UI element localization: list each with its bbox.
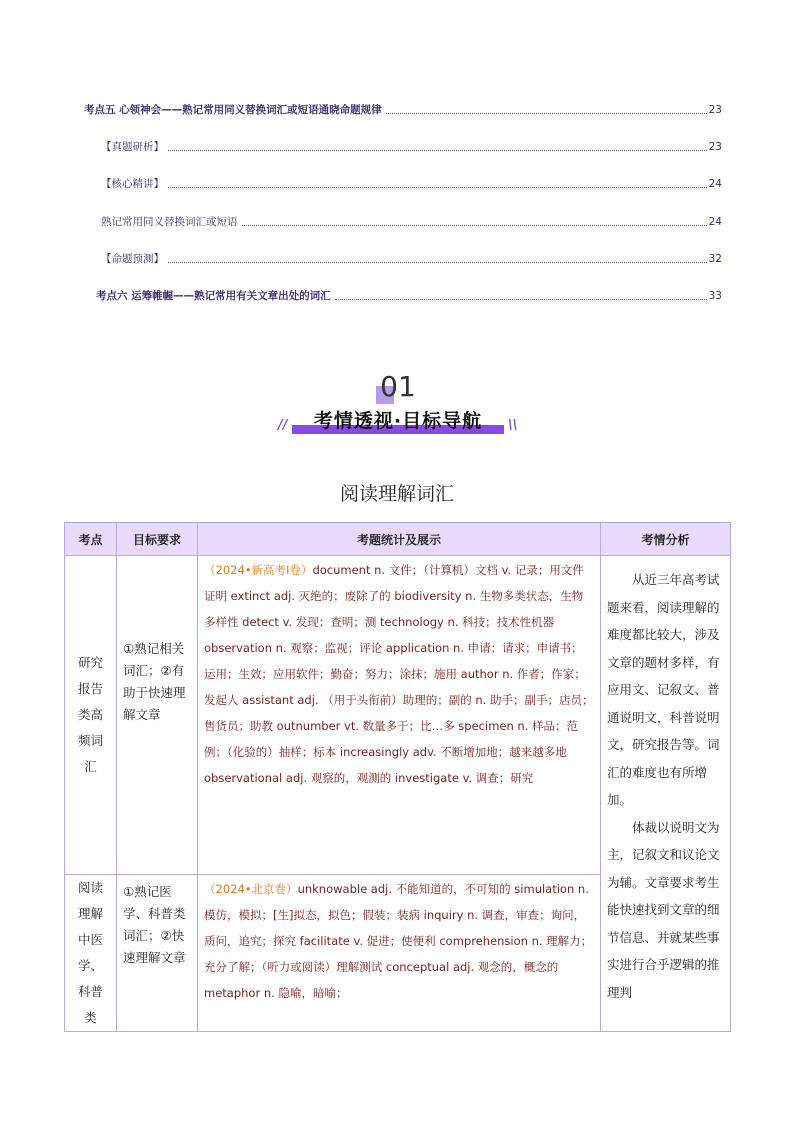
toc-leader-dots	[168, 150, 707, 151]
vocabulary-table	[64, 522, 731, 1032]
decor-slash-right: \\	[508, 418, 518, 433]
section-number: 01	[380, 370, 416, 403]
toc-entry-title: 考点六 运筹帷幄——熟记常用有关文章出处的词汇	[96, 290, 331, 302]
vocab-list: unknowable adj. 不能知道的，不可知的 simulation n. 模仿，模拟；[生]拟态，拟色；假装；装病 inquiry n. 调查，审查；询问，质问，追究；探究 facilitate v. 促进；使便利 comprehension n. 理解力；充分了解；（听力或阅读）理解测试 conceptual adj. 观念的，概念的 metaphor n. 隐喻，暗喻；	[204, 882, 593, 1000]
toc-leader-dots	[168, 187, 707, 188]
toc-leader-dots	[386, 113, 707, 114]
header-topic: 考点	[65, 523, 117, 556]
toc-entry-title: 熟记常用同义替换词汇或短语	[101, 216, 238, 228]
toc-leader-dots	[242, 225, 707, 226]
vocab-list: document n. 文件；（计算机）文档 v. 记录；用文件证明 extinct adj. 灭绝的；废除了的 biodiversity n. 生物多类状态，生物多样性 detect v. 发现；查明；测 technology n. 科技；技术性机器 observation n. 观察；监视；评论 application n. 申请；请求；申请书；运用；生效；应用软件；勤奋；努力；涂抹；施用 author n. 作者；作家；发起人 assistant adj. （用于头衔前）助理的；副的 n. 助手；副手；店员；售货员；助教 outnumber vt. 数量多于；比…多 specimen n. 样品；范例；（化验的）抽样；标本 increasingly adv. 不断增加地；越来越多地 observational adj. 观察的，观测的 investigate v. 调查；研究	[204, 563, 594, 785]
toc-entry-title: 【真题研析】	[101, 141, 164, 153]
analysis-paragraph: 从近三年高考试题来看，阅读理解的难度都比较大，涉及文章的题材多样，有应用文、记叙文、普通说明文，科普说明文，研究报告等。词汇的难度也有所增加。	[607, 572, 720, 807]
document-title: 阅读理解词汇	[339, 483, 454, 505]
toc-entry[interactable]	[101, 138, 722, 154]
section-title-banner	[292, 404, 504, 434]
toc-entry[interactable]	[101, 213, 722, 229]
toc-entry-page: 23	[708, 141, 722, 153]
toc-entry[interactable]	[101, 175, 722, 191]
header-statistics: 考题统计及展示	[198, 523, 601, 556]
cell-topic: 研究报告类高频词汇	[65, 556, 117, 875]
analysis-paragraph: 体裁以说明文为主，记叙文和议论文为辅。文章要求考生能快速找到文章的细节信息、并就某些事实进行合乎逻辑的推理判	[607, 819, 720, 1000]
toc-entry-page: 32	[708, 253, 722, 265]
toc-entry-title: 【命题预测】	[101, 253, 164, 265]
cell-statistics	[198, 556, 601, 875]
table-header-row	[65, 523, 731, 556]
cell-goal: ①熟记医学、科普类词汇；②快速理解文章	[117, 875, 198, 1032]
toc-entry[interactable]	[96, 287, 722, 303]
header-goal: 目标要求	[117, 523, 198, 556]
cell-analysis	[601, 556, 731, 1032]
cell-topic: 阅读理解中医学、科普类	[65, 875, 117, 1032]
header-analysis: 考情分析	[601, 523, 731, 556]
toc-entry-title: 【核心精讲】	[101, 178, 164, 190]
section-title: 考情透视·目标导航	[313, 410, 483, 432]
toc-leader-dots	[168, 262, 707, 263]
decor-slash-left: //	[278, 418, 288, 433]
toc-entry-title: 考点五 心领神会——熟记常用同义替换词汇或短语通晓命题规律	[84, 104, 382, 116]
toc-entry-page: 24	[708, 216, 722, 228]
toc-entry[interactable]	[101, 250, 722, 266]
cell-goal: ①熟记相关词汇；②有助于快速理解文章	[117, 556, 198, 875]
toc-entry[interactable]	[84, 101, 722, 117]
toc-entry-page: 33	[708, 290, 722, 302]
cell-statistics	[198, 875, 601, 1032]
toc-entry-page: 23	[708, 104, 722, 116]
table-row	[65, 556, 731, 875]
exam-source: （2024•新高考I卷）	[204, 563, 313, 577]
toc-leader-dots	[335, 299, 707, 300]
toc-entry-page: 24	[708, 178, 722, 190]
exam-source: （2024•北京卷）	[204, 882, 298, 896]
